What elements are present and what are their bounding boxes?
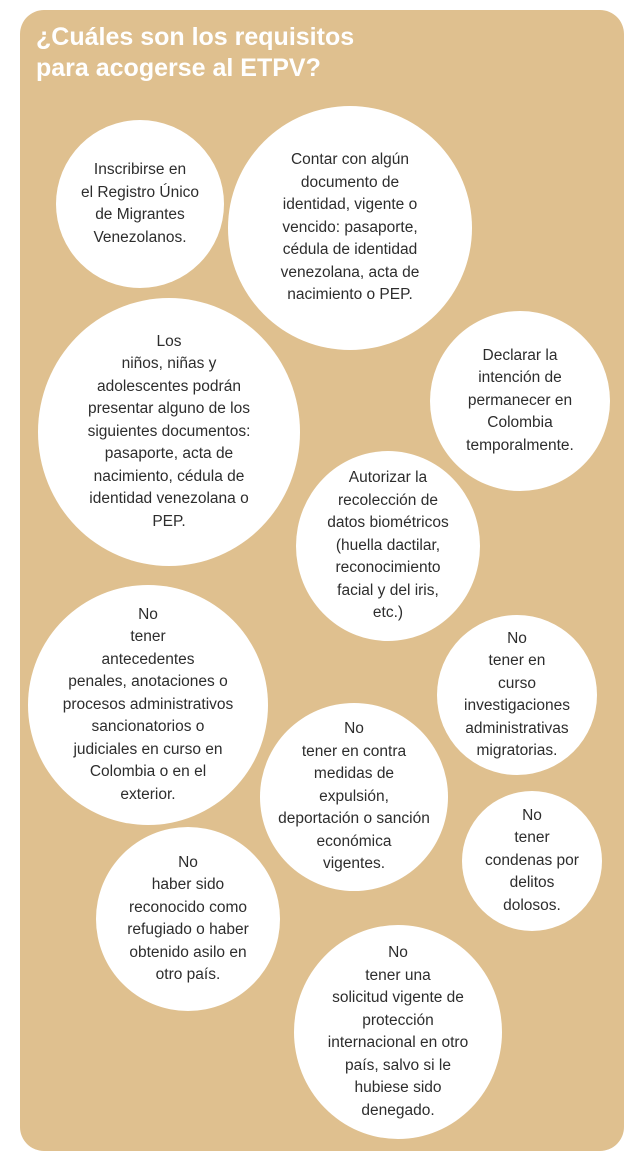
requirement-text: No tener una solicitud vigente de protección internacional en otro país, salvo si le hubiese sido denegado.: [327, 944, 469, 1119]
requirement-text: Autorizar la recolección de datos biométricos (huella dactilar, reconocimiento facial y del iris, etc.): [327, 469, 449, 622]
requirement-bubble-intencion: [430, 311, 610, 491]
requirement-bubble-antecedentes: [28, 585, 268, 825]
requirement-bubble-registro: [56, 120, 224, 288]
requirements-card: [20, 10, 624, 1151]
requirement-text: No tener antecedentes penales, anotaciones o procesos administrativos sancionatorios o judiciales en curso en Colombia o en el exterior.: [62, 605, 234, 803]
requirement-text: No tener en curso investigaciones administrativas migratorias.: [464, 629, 570, 759]
title-line-1: ¿Cuáles son los requisitos: [36, 23, 355, 51]
requirement-text: Los niños, niñas y adolescentes podrán presentar alguno de los siguientes documentos: pasaporte, acta de nacimiento, cédula de identidad venezolana o PEP.: [87, 332, 251, 530]
requirement-text: Inscribirse en el Registro Único de Migrantes Venezolanos.: [80, 161, 200, 246]
requirement-bubble-refugiado: [96, 827, 280, 1011]
requirement-bubble-condenas: [462, 791, 602, 931]
requirement-text: No tener condenas por delitos dolosos.: [485, 806, 579, 914]
requirement-bubble-proteccion: [294, 925, 502, 1139]
requirement-bubble-menores: [38, 298, 300, 566]
requirement-bubble-documento: [228, 106, 472, 350]
page-title: [36, 22, 476, 84]
requirement-text: Contar con algún documento de identidad, vigente o vencido: pasaporte, cédula de identidad venezolana, acta de nacimiento o PEP.: [280, 151, 420, 304]
requirement-bubble-expulsion: [260, 703, 448, 891]
requirement-text: No tener en contra medidas de expulsión, deportación o sanción económica vigentes.: [278, 720, 430, 873]
title-line-2: para acogerse al ETPV?: [36, 54, 321, 82]
requirement-text: No haber sido reconocido como refugiado o haber obtenido asilo en otro país.: [127, 853, 249, 983]
requirement-bubble-investigaciones: [437, 615, 597, 775]
requirement-text: Declarar la intención de permanecer en Colombia temporalmente.: [466, 346, 574, 454]
requirement-bubble-biometricos: [296, 451, 480, 641]
